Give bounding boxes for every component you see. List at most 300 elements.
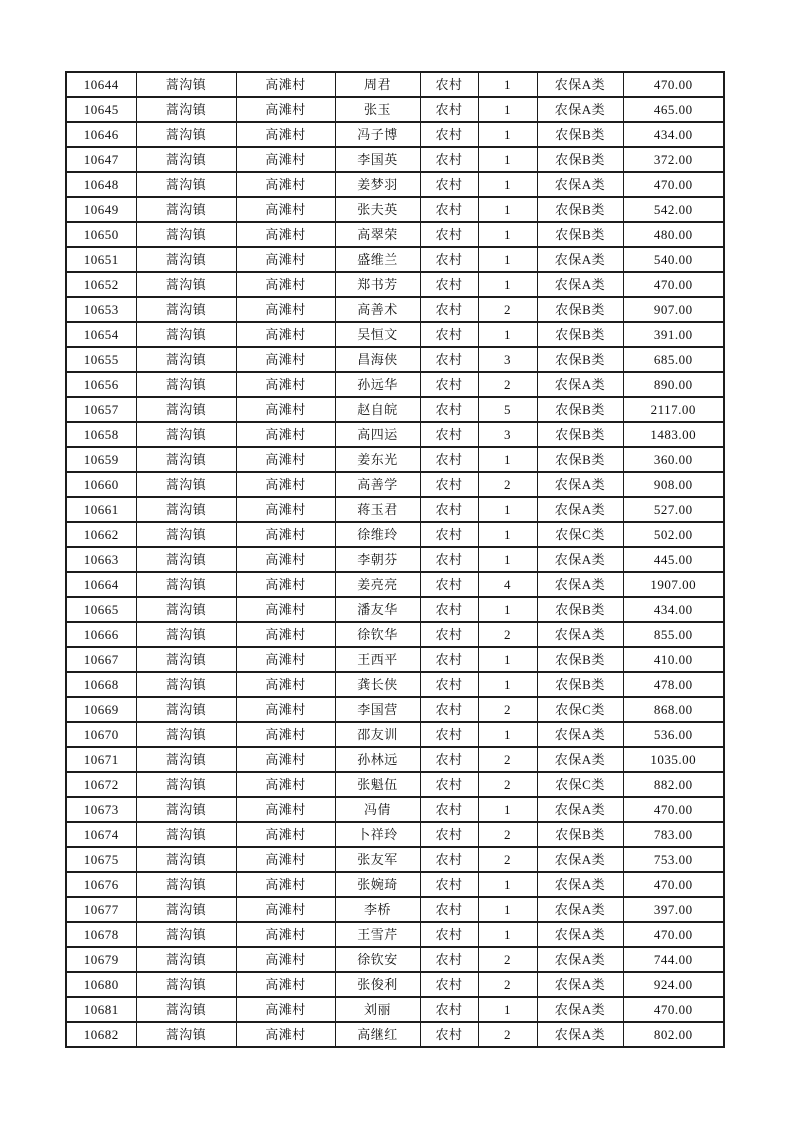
table-row xyxy=(66,722,724,747)
insurance-class-cell: 农保A类 xyxy=(537,72,623,97)
serial-number-cell: 10659 xyxy=(66,447,136,472)
person-name-cell: 李国营 xyxy=(335,697,420,722)
household-type-cell: 农村 xyxy=(420,147,478,172)
amount-cell: 1035.00 xyxy=(623,747,724,772)
table-row xyxy=(66,347,724,372)
amount-cell: 470.00 xyxy=(623,997,724,1022)
serial-number-cell: 10647 xyxy=(66,147,136,172)
town-cell: 蒿沟镇 xyxy=(136,897,236,922)
village-cell: 高滩村 xyxy=(236,747,335,772)
insurance-class-cell: 农保A类 xyxy=(537,1022,623,1047)
village-cell: 高滩村 xyxy=(236,947,335,972)
insurance-class-cell: 农保A类 xyxy=(537,572,623,597)
amount-cell: 470.00 xyxy=(623,272,724,297)
town-cell: 蒿沟镇 xyxy=(136,372,236,397)
person-count-cell: 1 xyxy=(478,647,537,672)
village-cell: 高滩村 xyxy=(236,847,335,872)
town-cell: 蒿沟镇 xyxy=(136,122,236,147)
insurance-class-cell: 农保A类 xyxy=(537,497,623,522)
village-cell: 高滩村 xyxy=(236,347,335,372)
table-row xyxy=(66,547,724,572)
table-row xyxy=(66,522,724,547)
person-count-cell: 1 xyxy=(478,222,537,247)
person-name-cell: 孙远华 xyxy=(335,372,420,397)
insurance-class-cell: 农保A类 xyxy=(537,172,623,197)
amount-cell: 882.00 xyxy=(623,772,724,797)
village-cell: 高滩村 xyxy=(236,272,335,297)
person-name-cell: 蒋玉君 xyxy=(335,497,420,522)
insurance-class-cell: 农保A类 xyxy=(537,472,623,497)
table-row xyxy=(66,447,724,472)
village-cell: 高滩村 xyxy=(236,397,335,422)
insurance-class-cell: 农保A类 xyxy=(537,897,623,922)
table-row xyxy=(66,947,724,972)
town-cell: 蒿沟镇 xyxy=(136,447,236,472)
person-name-cell: 徐维玲 xyxy=(335,522,420,547)
serial-number-cell: 10675 xyxy=(66,847,136,872)
household-type-cell: 农村 xyxy=(420,172,478,197)
village-cell: 高滩村 xyxy=(236,497,335,522)
town-cell: 蒿沟镇 xyxy=(136,647,236,672)
town-cell: 蒿沟镇 xyxy=(136,822,236,847)
person-count-cell: 1 xyxy=(478,197,537,222)
person-name-cell: 昌海侠 xyxy=(335,347,420,372)
amount-cell: 536.00 xyxy=(623,722,724,747)
village-cell: 高滩村 xyxy=(236,522,335,547)
amount-cell: 527.00 xyxy=(623,497,724,522)
insurance-class-cell: 农保C类 xyxy=(537,522,623,547)
town-cell: 蒿沟镇 xyxy=(136,247,236,272)
person-name-cell: 张婉琦 xyxy=(335,872,420,897)
person-count-cell: 1 xyxy=(478,922,537,947)
town-cell: 蒿沟镇 xyxy=(136,422,236,447)
village-cell: 高滩村 xyxy=(236,972,335,997)
town-cell: 蒿沟镇 xyxy=(136,147,236,172)
person-count-cell: 5 xyxy=(478,397,537,422)
table-row xyxy=(66,772,724,797)
person-count-cell: 1 xyxy=(478,497,537,522)
village-cell: 高滩村 xyxy=(236,722,335,747)
insurance-class-cell: 农保A类 xyxy=(537,922,623,947)
household-type-cell: 农村 xyxy=(420,247,478,272)
person-count-cell: 2 xyxy=(478,297,537,322)
person-count-cell: 2 xyxy=(478,697,537,722)
table-row xyxy=(66,922,724,947)
person-name-cell: 吴恒文 xyxy=(335,322,420,347)
amount-cell: 434.00 xyxy=(623,122,724,147)
town-cell: 蒿沟镇 xyxy=(136,972,236,997)
town-cell: 蒿沟镇 xyxy=(136,72,236,97)
insurance-class-cell: 农保A类 xyxy=(537,722,623,747)
amount-cell: 855.00 xyxy=(623,622,724,647)
town-cell: 蒿沟镇 xyxy=(136,747,236,772)
household-type-cell: 农村 xyxy=(420,122,478,147)
village-cell: 高滩村 xyxy=(236,872,335,897)
household-type-cell: 农村 xyxy=(420,197,478,222)
household-type-cell: 农村 xyxy=(420,947,478,972)
table-row xyxy=(66,997,724,1022)
person-name-cell: 李朝芬 xyxy=(335,547,420,572)
serial-number-cell: 10648 xyxy=(66,172,136,197)
person-name-cell: 潘友华 xyxy=(335,597,420,622)
table-row xyxy=(66,897,724,922)
amount-cell: 470.00 xyxy=(623,797,724,822)
serial-number-cell: 10645 xyxy=(66,97,136,122)
person-name-cell: 冯倩 xyxy=(335,797,420,822)
household-type-cell: 农村 xyxy=(420,222,478,247)
town-cell: 蒿沟镇 xyxy=(136,472,236,497)
table-row xyxy=(66,872,724,897)
household-type-cell: 农村 xyxy=(420,697,478,722)
table-row xyxy=(66,697,724,722)
amount-cell: 1483.00 xyxy=(623,422,724,447)
town-cell: 蒿沟镇 xyxy=(136,522,236,547)
person-name-cell: 李桥 xyxy=(335,897,420,922)
village-cell: 高滩村 xyxy=(236,297,335,322)
table-row xyxy=(66,572,724,597)
household-type-cell: 农村 xyxy=(420,997,478,1022)
serial-number-cell: 10658 xyxy=(66,422,136,447)
table-row xyxy=(66,972,724,997)
amount-cell: 372.00 xyxy=(623,147,724,172)
insurance-class-cell: 农保B类 xyxy=(537,647,623,672)
household-type-cell: 农村 xyxy=(420,97,478,122)
serial-number-cell: 10649 xyxy=(66,197,136,222)
person-name-cell: 孙林远 xyxy=(335,747,420,772)
person-name-cell: 周君 xyxy=(335,72,420,97)
town-cell: 蒿沟镇 xyxy=(136,797,236,822)
serial-number-cell: 10652 xyxy=(66,272,136,297)
person-name-cell: 盛维兰 xyxy=(335,247,420,272)
town-cell: 蒿沟镇 xyxy=(136,297,236,322)
town-cell: 蒿沟镇 xyxy=(136,922,236,947)
amount-cell: 470.00 xyxy=(623,872,724,897)
table-row xyxy=(66,797,724,822)
person-count-cell: 1 xyxy=(478,172,537,197)
village-cell: 高滩村 xyxy=(236,247,335,272)
table-row xyxy=(66,122,724,147)
household-type-cell: 农村 xyxy=(420,572,478,597)
table-row xyxy=(66,272,724,297)
person-count-cell: 2 xyxy=(478,972,537,997)
insurance-class-cell: 农保B类 xyxy=(537,297,623,322)
insurance-class-cell: 农保A类 xyxy=(537,972,623,997)
village-cell: 高滩村 xyxy=(236,697,335,722)
insurance-class-cell: 农保C类 xyxy=(537,772,623,797)
table-row xyxy=(66,472,724,497)
person-count-cell: 1 xyxy=(478,872,537,897)
person-name-cell: 卜祥玲 xyxy=(335,822,420,847)
serial-number-cell: 10662 xyxy=(66,522,136,547)
amount-cell: 868.00 xyxy=(623,697,724,722)
serial-number-cell: 10651 xyxy=(66,247,136,272)
table-row xyxy=(66,222,724,247)
amount-cell: 360.00 xyxy=(623,447,724,472)
town-cell: 蒿沟镇 xyxy=(136,697,236,722)
village-cell: 高滩村 xyxy=(236,472,335,497)
amount-cell: 470.00 xyxy=(623,922,724,947)
amount-cell: 397.00 xyxy=(623,897,724,922)
person-count-cell: 1 xyxy=(478,447,537,472)
town-cell: 蒿沟镇 xyxy=(136,497,236,522)
amount-cell: 924.00 xyxy=(623,972,724,997)
serial-number-cell: 10655 xyxy=(66,347,136,372)
person-count-cell: 1 xyxy=(478,547,537,572)
person-name-cell: 张魁伍 xyxy=(335,772,420,797)
person-count-cell: 1 xyxy=(478,72,537,97)
person-count-cell: 2 xyxy=(478,947,537,972)
town-cell: 蒿沟镇 xyxy=(136,772,236,797)
household-type-cell: 农村 xyxy=(420,622,478,647)
household-type-cell: 农村 xyxy=(420,497,478,522)
serial-number-cell: 10656 xyxy=(66,372,136,397)
amount-cell: 434.00 xyxy=(623,597,724,622)
table-row xyxy=(66,372,724,397)
serial-number-cell: 10681 xyxy=(66,997,136,1022)
serial-number-cell: 10666 xyxy=(66,622,136,647)
table-row xyxy=(66,672,724,697)
household-type-cell: 农村 xyxy=(420,322,478,347)
town-cell: 蒿沟镇 xyxy=(136,947,236,972)
person-count-cell: 2 xyxy=(478,622,537,647)
household-type-cell: 农村 xyxy=(420,672,478,697)
benefit-roster-table xyxy=(65,71,725,1048)
serial-number-cell: 10674 xyxy=(66,822,136,847)
village-cell: 高滩村 xyxy=(236,97,335,122)
amount-cell: 391.00 xyxy=(623,322,724,347)
serial-number-cell: 10676 xyxy=(66,872,136,897)
amount-cell: 502.00 xyxy=(623,522,724,547)
village-cell: 高滩村 xyxy=(236,1022,335,1047)
insurance-class-cell: 农保A类 xyxy=(537,97,623,122)
serial-number-cell: 10653 xyxy=(66,297,136,322)
town-cell: 蒿沟镇 xyxy=(136,197,236,222)
village-cell: 高滩村 xyxy=(236,572,335,597)
table-row xyxy=(66,597,724,622)
insurance-class-cell: 农保A类 xyxy=(537,947,623,972)
insurance-class-cell: 农保B类 xyxy=(537,397,623,422)
insurance-class-cell: 农保B类 xyxy=(537,822,623,847)
person-count-cell: 1 xyxy=(478,997,537,1022)
household-type-cell: 农村 xyxy=(420,597,478,622)
household-type-cell: 农村 xyxy=(420,297,478,322)
serial-number-cell: 10665 xyxy=(66,597,136,622)
amount-cell: 470.00 xyxy=(623,172,724,197)
person-name-cell: 张玉 xyxy=(335,97,420,122)
village-cell: 高滩村 xyxy=(236,597,335,622)
household-type-cell: 农村 xyxy=(420,747,478,772)
amount-cell: 890.00 xyxy=(623,372,724,397)
amount-cell: 744.00 xyxy=(623,947,724,972)
insurance-class-cell: 农保A类 xyxy=(537,272,623,297)
village-cell: 高滩村 xyxy=(236,797,335,822)
table-row xyxy=(66,297,724,322)
person-count-cell: 1 xyxy=(478,97,537,122)
person-name-cell: 王西平 xyxy=(335,647,420,672)
town-cell: 蒿沟镇 xyxy=(136,322,236,347)
town-cell: 蒿沟镇 xyxy=(136,547,236,572)
person-name-cell: 王雪芹 xyxy=(335,922,420,947)
person-name-cell: 姜梦羽 xyxy=(335,172,420,197)
person-name-cell: 张夫英 xyxy=(335,197,420,222)
insurance-class-cell: 农保A类 xyxy=(537,247,623,272)
household-type-cell: 农村 xyxy=(420,972,478,997)
serial-number-cell: 10668 xyxy=(66,672,136,697)
serial-number-cell: 10650 xyxy=(66,222,136,247)
person-count-cell: 2 xyxy=(478,822,537,847)
table-row xyxy=(66,97,724,122)
table-row xyxy=(66,322,724,347)
village-cell: 高滩村 xyxy=(236,547,335,572)
person-count-cell: 2 xyxy=(478,747,537,772)
village-cell: 高滩村 xyxy=(236,422,335,447)
household-type-cell: 农村 xyxy=(420,522,478,547)
household-type-cell: 农村 xyxy=(420,472,478,497)
amount-cell: 410.00 xyxy=(623,647,724,672)
person-name-cell: 赵自皖 xyxy=(335,397,420,422)
person-name-cell: 龚长侠 xyxy=(335,672,420,697)
serial-number-cell: 10657 xyxy=(66,397,136,422)
insurance-class-cell: 农保A类 xyxy=(537,372,623,397)
household-type-cell: 农村 xyxy=(420,72,478,97)
village-cell: 高滩村 xyxy=(236,122,335,147)
town-cell: 蒿沟镇 xyxy=(136,222,236,247)
town-cell: 蒿沟镇 xyxy=(136,172,236,197)
serial-number-cell: 10682 xyxy=(66,1022,136,1047)
person-count-cell: 1 xyxy=(478,322,537,347)
person-count-cell: 1 xyxy=(478,797,537,822)
insurance-class-cell: 农保A类 xyxy=(537,747,623,772)
amount-cell: 908.00 xyxy=(623,472,724,497)
household-type-cell: 农村 xyxy=(420,422,478,447)
amount-cell: 907.00 xyxy=(623,297,724,322)
table-row xyxy=(66,1022,724,1047)
amount-cell: 480.00 xyxy=(623,222,724,247)
household-type-cell: 农村 xyxy=(420,447,478,472)
insurance-class-cell: 农保A类 xyxy=(537,547,623,572)
amount-cell: 478.00 xyxy=(623,672,724,697)
village-cell: 高滩村 xyxy=(236,997,335,1022)
amount-cell: 685.00 xyxy=(623,347,724,372)
insurance-class-cell: 农保A类 xyxy=(537,797,623,822)
serial-number-cell: 10667 xyxy=(66,647,136,672)
household-type-cell: 农村 xyxy=(420,397,478,422)
person-count-cell: 2 xyxy=(478,372,537,397)
insurance-class-cell: 农保A类 xyxy=(537,997,623,1022)
insurance-class-cell: 农保B类 xyxy=(537,322,623,347)
town-cell: 蒿沟镇 xyxy=(136,622,236,647)
serial-number-cell: 10664 xyxy=(66,572,136,597)
serial-number-cell: 10663 xyxy=(66,547,136,572)
insurance-class-cell: 农保B类 xyxy=(537,147,623,172)
household-type-cell: 农村 xyxy=(420,897,478,922)
serial-number-cell: 10672 xyxy=(66,772,136,797)
household-type-cell: 农村 xyxy=(420,547,478,572)
town-cell: 蒿沟镇 xyxy=(136,1022,236,1047)
village-cell: 高滩村 xyxy=(236,647,335,672)
village-cell: 高滩村 xyxy=(236,772,335,797)
table-row xyxy=(66,822,724,847)
town-cell: 蒿沟镇 xyxy=(136,597,236,622)
table-sheet xyxy=(65,71,725,1048)
person-count-cell: 1 xyxy=(478,122,537,147)
person-count-cell: 1 xyxy=(478,722,537,747)
town-cell: 蒿沟镇 xyxy=(136,97,236,122)
person-name-cell: 邵友训 xyxy=(335,722,420,747)
insurance-class-cell: 农保B类 xyxy=(537,422,623,447)
person-count-cell: 3 xyxy=(478,422,537,447)
amount-cell: 465.00 xyxy=(623,97,724,122)
household-type-cell: 农村 xyxy=(420,772,478,797)
household-type-cell: 农村 xyxy=(420,1022,478,1047)
village-cell: 高滩村 xyxy=(236,622,335,647)
table-row xyxy=(66,147,724,172)
person-name-cell: 姜亮亮 xyxy=(335,572,420,597)
serial-number-cell: 10678 xyxy=(66,922,136,947)
household-type-cell: 农村 xyxy=(420,372,478,397)
person-name-cell: 刘丽 xyxy=(335,997,420,1022)
amount-cell: 783.00 xyxy=(623,822,724,847)
person-name-cell: 郑书芳 xyxy=(335,272,420,297)
village-cell: 高滩村 xyxy=(236,897,335,922)
amount-cell: 542.00 xyxy=(623,197,724,222)
insurance-class-cell: 农保B类 xyxy=(537,672,623,697)
village-cell: 高滩村 xyxy=(236,147,335,172)
insurance-class-cell: 农保A类 xyxy=(537,847,623,872)
serial-number-cell: 10671 xyxy=(66,747,136,772)
insurance-class-cell: 农保A类 xyxy=(537,872,623,897)
household-type-cell: 农村 xyxy=(420,847,478,872)
household-type-cell: 农村 xyxy=(420,797,478,822)
town-cell: 蒿沟镇 xyxy=(136,847,236,872)
person-count-cell: 1 xyxy=(478,897,537,922)
insurance-class-cell: 农保B类 xyxy=(537,447,623,472)
table-row xyxy=(66,847,724,872)
person-count-cell: 1 xyxy=(478,272,537,297)
village-cell: 高滩村 xyxy=(236,447,335,472)
person-count-cell: 1 xyxy=(478,522,537,547)
table-row xyxy=(66,747,724,772)
person-name-cell: 张友军 xyxy=(335,847,420,872)
household-type-cell: 农村 xyxy=(420,272,478,297)
serial-number-cell: 10670 xyxy=(66,722,136,747)
table-row xyxy=(66,622,724,647)
serial-number-cell: 10677 xyxy=(66,897,136,922)
person-count-cell: 2 xyxy=(478,472,537,497)
town-cell: 蒿沟镇 xyxy=(136,722,236,747)
town-cell: 蒿沟镇 xyxy=(136,397,236,422)
table-row xyxy=(66,647,724,672)
household-type-cell: 农村 xyxy=(420,822,478,847)
village-cell: 高滩村 xyxy=(236,72,335,97)
village-cell: 高滩村 xyxy=(236,322,335,347)
person-count-cell: 1 xyxy=(478,597,537,622)
town-cell: 蒿沟镇 xyxy=(136,997,236,1022)
serial-number-cell: 10680 xyxy=(66,972,136,997)
insurance-class-cell: 农保A类 xyxy=(537,622,623,647)
person-count-cell: 4 xyxy=(478,572,537,597)
village-cell: 高滩村 xyxy=(236,372,335,397)
village-cell: 高滩村 xyxy=(236,672,335,697)
person-name-cell: 高继红 xyxy=(335,1022,420,1047)
person-count-cell: 2 xyxy=(478,772,537,797)
amount-cell: 802.00 xyxy=(623,1022,724,1047)
person-name-cell: 徐钦安 xyxy=(335,947,420,972)
village-cell: 高滩村 xyxy=(236,197,335,222)
village-cell: 高滩村 xyxy=(236,172,335,197)
person-name-cell: 姜东光 xyxy=(335,447,420,472)
person-name-cell: 高善术 xyxy=(335,297,420,322)
